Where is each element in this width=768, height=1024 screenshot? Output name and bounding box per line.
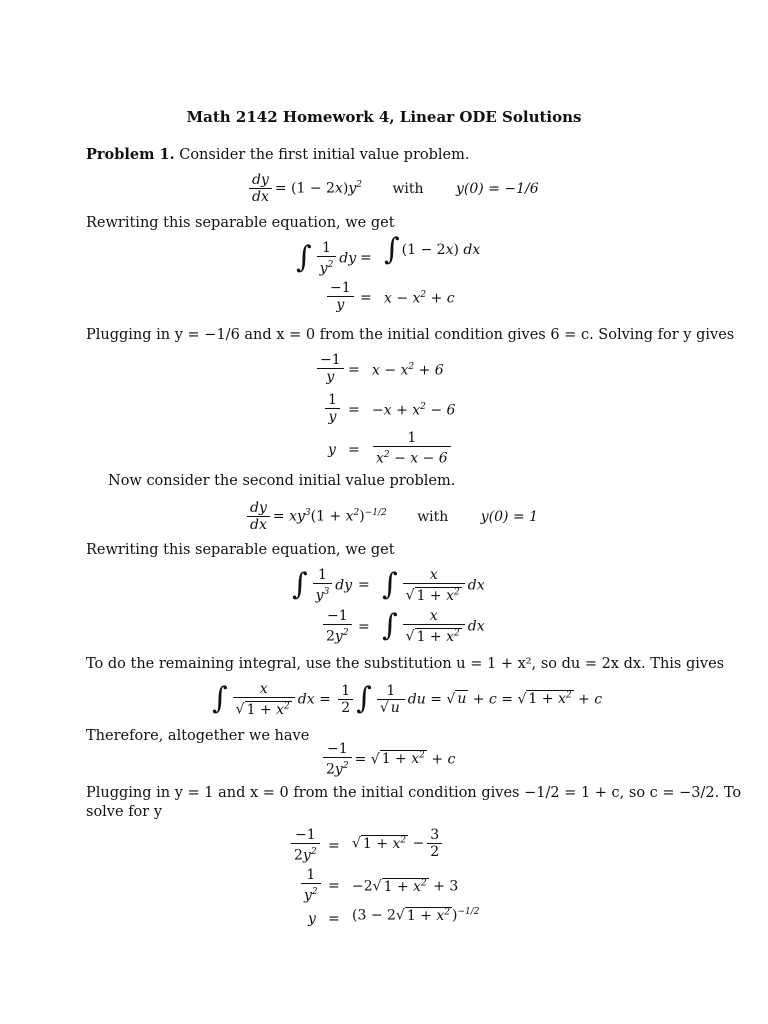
equation-result2: $\frac{-1}{2y^2}$: [320, 608, 355, 645]
solve-step-3: y: [328, 442, 336, 458]
final-step-1-rhs: √ $1 + x^2$ − $\frac{3}{2}$: [352, 827, 445, 860]
solve-step-2: $\frac{1}{y}$: [322, 392, 343, 425]
equals-sign: =: [358, 577, 370, 593]
rewrite-text-2: Rewriting this separable equation, we get: [86, 542, 395, 558]
equation-integral2-rhs: ∫ $\frac{x}{√ 1 + x^2}$ dx: [382, 567, 485, 604]
final-step-3-rhs: (3 − 2√ $1 + x^2$ )$^{-1/2}$: [352, 907, 480, 924]
equation-integral2: ∫ $\frac{1}{y^3}$ dy: [292, 567, 353, 604]
problem-intro: [86, 146, 470, 164]
solve-step-3-rhs: $\frac{1}{x^2 - x - 6}$: [370, 430, 454, 467]
final-step-2-rhs: −2√ $1 + x^2 + 3$: [352, 878, 459, 895]
equation-result2-rhs: ∫ $\frac{x}{√ 1 + x^2}$ dx: [382, 608, 485, 645]
equation-result1: $\frac{-1}{y}$: [324, 280, 357, 313]
plug-text-2a: Plugging in y = 1 and x = 0 from the initial condition gives −1/2 = 1 + c, so c = −3/2. To: [86, 785, 742, 801]
equals-sign: =: [328, 838, 340, 854]
equals-sign: =: [328, 878, 340, 894]
equals-sign: =: [360, 250, 372, 266]
substitution-text: To do the remaining integral, use the substitution u = 1 + x², so du = 2x dx. This gives: [86, 656, 725, 672]
final-step-3: y: [308, 911, 316, 927]
equation-substitution: ∫ $\frac{x}{√ 1 + x^2}$ dx = $\frac{1}{2}$ ∫ $\frac{1}{√ u}$ du = √ u + c = √ $1 + x^2 + c$: [212, 681, 603, 718]
initial-condition-2: y(0) = 1: [480, 508, 539, 525]
with-label: with: [417, 508, 449, 525]
plug-text-2b: solve for y: [86, 804, 163, 820]
equals-sign: =: [348, 362, 360, 378]
equation-result1-rhs: $x - x^2 + c$: [384, 290, 455, 307]
equals-sign: =: [348, 402, 360, 418]
equation-ode1: $\frac{dy}{dx}$ = $(1 - 2x)y^2$ with y(0) = −1/6: [246, 172, 539, 205]
therefore-text: Therefore, altogether we have: [86, 728, 310, 744]
equation-ode2: $\frac{dy}{dx}$ = $xy^3(1 + x^2)^{-1/2}$ with y(0) = 1: [244, 500, 538, 533]
final-step-2: $\frac{1}{y^2}$: [298, 867, 324, 904]
plug-text-1: Plugging in y = −1/6 and x = 0 from the initial condition gives 6 = c. Solving for y gives: [86, 327, 735, 343]
final-step-1: $\frac{-1}{2y^2}$: [288, 827, 323, 864]
solve-step-1-rhs: $x - x^2 + 6$: [372, 362, 444, 379]
problem-label: Problem 1.: [86, 146, 175, 163]
equals-sign: =: [328, 911, 340, 927]
equals-sign: =: [348, 442, 360, 458]
equation-integral1: ∫ $\frac{1}{y^2}$ dy: [296, 240, 357, 277]
with-label: with: [392, 180, 424, 197]
solve-step-2-rhs: $-x + x^2 - 6$: [372, 402, 456, 419]
equation-integral1-rhs: ∫ (1 − 2x) dx: [384, 232, 481, 267]
initial-condition-1: y(0) = −1/6: [456, 180, 539, 197]
page-title: Math 2142 Homework 4, Linear ODE Solutions: [186, 108, 582, 126]
solve-step-1: $\frac{-1}{y}$: [314, 352, 347, 385]
equals-sign: =: [360, 290, 372, 306]
equals-sign: =: [358, 619, 370, 635]
second-problem-text: Now consider the second initial value problem.: [108, 473, 456, 489]
intro-text: Consider the first initial value problem.: [179, 147, 470, 163]
equation-combined: $\frac{-1}{2y^2}$ = √ $1 + x^2 + c$: [320, 741, 455, 778]
rewrite-text-1: Rewriting this separable equation, we get: [86, 215, 395, 231]
